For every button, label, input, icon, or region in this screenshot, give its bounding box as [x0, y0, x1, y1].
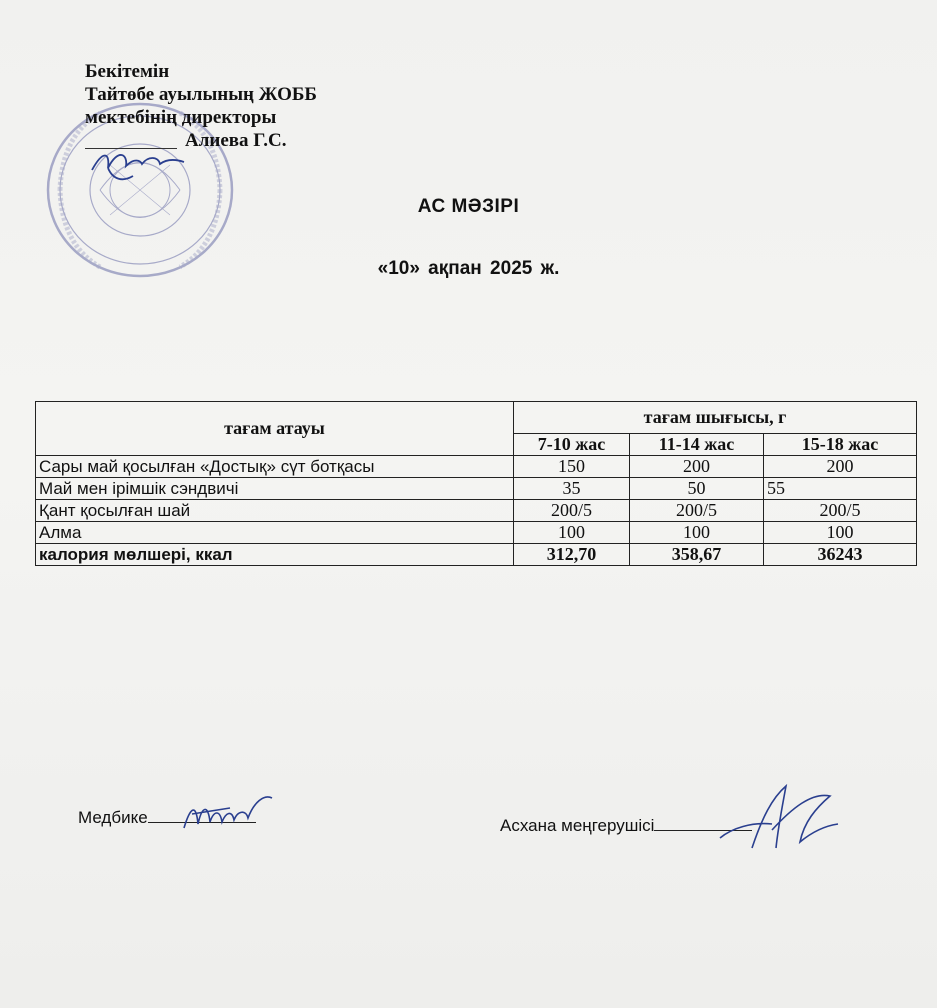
chef-label: Асхана меңгерушісі — [500, 816, 655, 835]
yield-11-14: 200/5 — [630, 500, 764, 522]
yield-7-10: 100 — [514, 522, 630, 544]
total-label: калория мөлшері, ккал — [36, 544, 514, 566]
dish-name: Қант қосылған шай — [36, 500, 514, 522]
approval-heading: Бекітемін — [85, 61, 170, 82]
yield-11-14: 50 — [630, 478, 764, 500]
table-total-row — [36, 544, 917, 566]
yield-7-10: 200/5 — [514, 500, 630, 522]
table-row — [36, 478, 917, 500]
approval-block — [85, 60, 317, 152]
menu-date: «10» ақпан 2025 ж. — [377, 258, 560, 279]
header-age-11-14: 11-14 жас — [630, 434, 764, 456]
header-age-15-18: 15-18 жас — [764, 434, 917, 456]
yield-15-18: 200/5 — [764, 500, 917, 522]
dish-name: Сары май қосылған «Достық» сүт ботқасы — [36, 456, 514, 478]
table-row — [36, 500, 917, 522]
nurse-label: Медбике — [78, 808, 148, 827]
total-11-14: 358,67 — [630, 544, 764, 566]
yield-11-14: 200 — [630, 456, 764, 478]
table-header-row — [36, 402, 917, 434]
total-7-10: 312,70 — [514, 544, 630, 566]
menu-table — [35, 401, 917, 566]
table-row — [36, 522, 917, 544]
nurse-signature — [180, 788, 280, 838]
yield-7-10: 35 — [514, 478, 630, 500]
yield-15-18: 200 — [764, 456, 917, 478]
dish-name: Алма — [36, 522, 514, 544]
yield-7-10: 150 — [514, 456, 630, 478]
yield-15-18: 100 — [764, 522, 917, 544]
approval-school: Тайтөбе ауылының ЖОББ — [85, 84, 317, 105]
yield-11-14: 100 — [630, 522, 764, 544]
header-age-7-10: 7-10 жас — [514, 434, 630, 456]
header-yield: тағам шығысы, г — [514, 402, 917, 434]
dish-name: Май мен ірімшік сэндвичі — [36, 478, 514, 500]
table-row — [36, 456, 917, 478]
director-name: Алиева Г.С. — [85, 129, 317, 152]
header-dish-name: тағам атауы — [36, 402, 514, 456]
yield-15-18: 55 — [764, 478, 917, 500]
menu-title: АС МӘЗІРІ — [417, 196, 520, 217]
total-15-18: 36243 — [764, 544, 917, 566]
approval-position: мектебінің директоры — [85, 107, 277, 128]
chef-signature — [712, 778, 852, 868]
